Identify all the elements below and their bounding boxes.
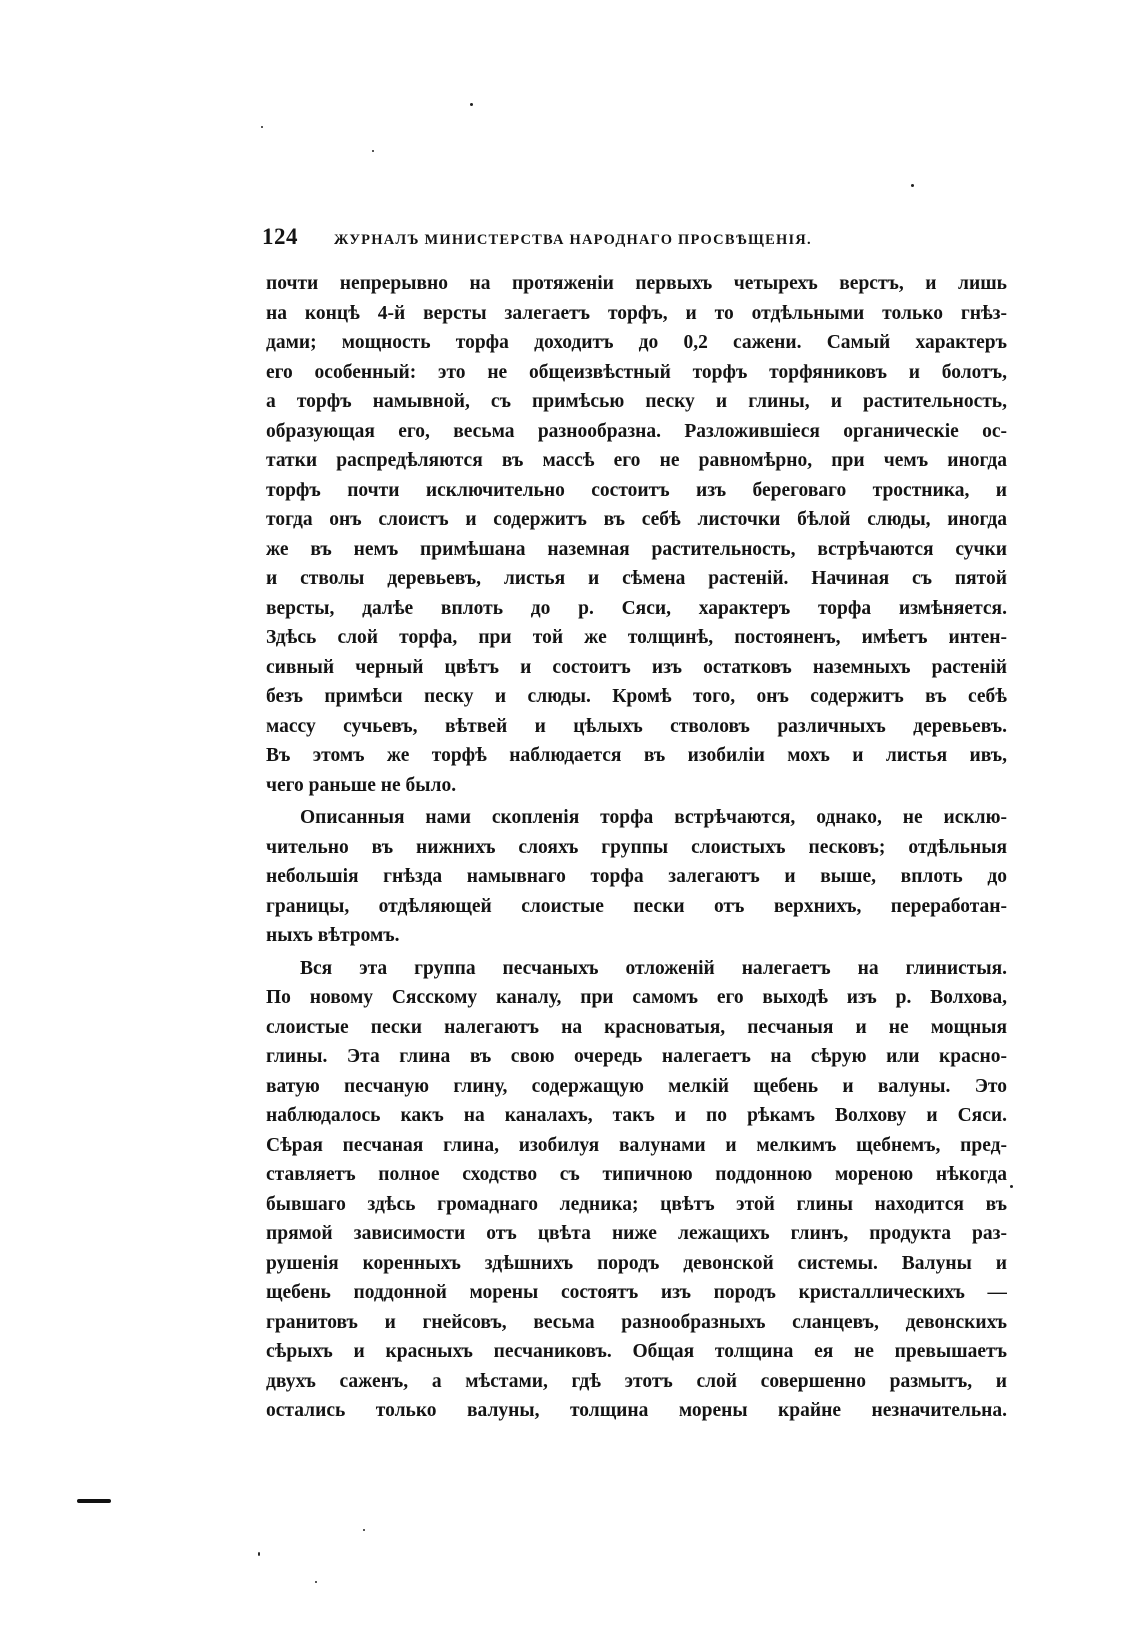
text-line: ныхъ вѣтромъ. xyxy=(266,925,400,946)
paragraph xyxy=(266,954,1007,1426)
scan-dash-mark xyxy=(77,1499,111,1503)
text-line: и стволы деревьевъ, листья и сѣмена растеній. Начиная съ пятой xyxy=(266,568,1007,589)
text-line: массу сучьевъ, вѣтвей и цѣлыхъ стволовъ различныхъ деревьевъ. xyxy=(266,715,1007,737)
text-line: его особенный: это не общеизвѣстный торфъ торфяниковъ и болотъ, xyxy=(266,361,1007,383)
text-line: же въ немъ примѣшана наземная растительность, встрѣчаются сучки xyxy=(266,538,1007,560)
text-line: По новому Сясскому каналу, при самомъ его выходѣ изъ р. Волхова, xyxy=(266,987,1007,1008)
paragraph xyxy=(266,803,1007,951)
scan-speck xyxy=(315,1581,317,1583)
running-head: ЖУРНАЛЪ МИНИСТЕРСТВА НАРОДНАГО ПРОСВѢЩЕНІЯ. xyxy=(334,232,812,248)
text-line: сѣрыхъ и красныхъ песчаниковъ. Общая толщина ея не превышаетъ xyxy=(266,1341,1007,1362)
text-line: образующая его, весьма разнообразна. Разложившіеся органическіе ос- xyxy=(266,420,1007,442)
scan-speck xyxy=(258,1552,260,1556)
text-line: на концѣ 4-й версты залегаетъ торфъ, и то отдѣльными только гнѣз- xyxy=(266,302,1007,324)
text-line: чего раньше не было. xyxy=(266,774,457,796)
text-line: двухъ саженъ, а мѣстами, гдѣ этотъ слой совершенно размытъ, и xyxy=(266,1370,1007,1392)
text-line: Въ этомъ же торфѣ наблюдается въ изобиліи мохъ и листья ивъ, xyxy=(266,745,1007,766)
scan-speck xyxy=(1010,1185,1013,1188)
text-line: глины. Эта глина въ свою очередь налегаетъ на сѣрую или красно- xyxy=(266,1046,1007,1067)
text-line: Описанныя нами скопленія торфа встрѣчаются, однако, не исклю- xyxy=(300,807,1007,828)
text-line: Сѣрая песчаная глина, изобилуя валунами и мелкимъ щебнемъ, пред- xyxy=(266,1134,1007,1156)
text-line: границы, отдѣляющей слоистые пески отъ верхнихъ, переработан- xyxy=(266,895,1007,917)
text-line: ватую песчаную глину, содержащую мелкій щебень и валуны. Это xyxy=(266,1075,1007,1097)
text-line: чительно въ нижнихъ слояхъ группы слоистыхъ песковъ; отдѣльныя xyxy=(266,836,1007,858)
text-line: торфъ почти исключительно состоитъ изъ береговаго тростника, и xyxy=(266,479,1007,501)
scan-speck xyxy=(470,103,473,106)
text-line: небольшія гнѣзда намывнаго торфа залегаютъ и выше, вплоть до xyxy=(266,866,1007,887)
scan-speck xyxy=(261,126,263,128)
body-text xyxy=(266,269,1007,1426)
text-line: наблюдалось какъ на каналахъ, такъ и по рѣкамъ Волхову и Сяси. xyxy=(266,1105,1007,1126)
text-line: тогда онъ слоистъ и содержитъ въ себѣ листочки бѣлой слюды, иногда xyxy=(266,509,1007,530)
text-line: рушенія коренныхъ здѣшнихъ породъ девонской системы. Валуны и xyxy=(266,1252,1007,1274)
text-line: прямой зависимости отъ цвѣта ниже лежащихъ глинъ, продукта раз- xyxy=(266,1223,1007,1244)
text-line: гранитовъ и гнейсовъ, весьма разнообразныхъ сланцевъ, девонскихъ xyxy=(266,1311,1007,1333)
scan-speck xyxy=(911,184,914,187)
text-line: бывшаго здѣсь громаднаго ледника; цвѣтъ этой глины находится въ xyxy=(266,1193,1007,1215)
page-number: 124 xyxy=(262,224,298,249)
text-line: Здѣсь слой торфа, при той же толщинѣ, постояненъ, имѣетъ интен- xyxy=(266,627,1007,648)
text-line: сивный черный цвѣтъ и состоитъ изъ остатковъ наземныхъ растеній xyxy=(266,656,1007,678)
scan-speck xyxy=(372,150,374,152)
text-line: татки распредѣляются въ массѣ его не равномѣрно, при чемъ иногда xyxy=(266,450,1007,471)
scan-speck xyxy=(363,1529,365,1531)
page-header xyxy=(262,224,1002,254)
text-line: версты, далѣе вплоть до р. Сяси, характеръ торфа измѣняется. xyxy=(266,597,1007,619)
text-line: дами; мощность торфа доходитъ до 0,2 сажени. Самый характеръ xyxy=(266,332,1007,353)
text-line: остались только валуны, толщина морены крайне незначительна. xyxy=(266,1400,1007,1421)
text-line: ставляетъ полное сходство съ типичною поддонною мореною нѣкогда xyxy=(266,1164,1007,1185)
text-line: безъ примѣси песку и слюды. Кромѣ того, онъ содержитъ въ себѣ xyxy=(266,686,1007,707)
paragraph xyxy=(266,269,1007,800)
text-line: а торфъ намывной, съ примѣсью песку и глины, и растительность, xyxy=(266,391,1007,412)
text-line: слоистые пески налегаютъ на красноватыя, песчаныя и не мощныя xyxy=(266,1016,1007,1038)
text-line: почти непрерывно на протяженіи первыхъ четырехъ верстъ, и лишь xyxy=(266,273,1007,294)
text-line: щебень поддонной морены состоятъ изъ породъ кристаллическихъ — xyxy=(266,1282,1007,1303)
text-line: Вся эта группа песчаныхъ отложеній налегаетъ на глинистыя. xyxy=(300,957,1007,979)
